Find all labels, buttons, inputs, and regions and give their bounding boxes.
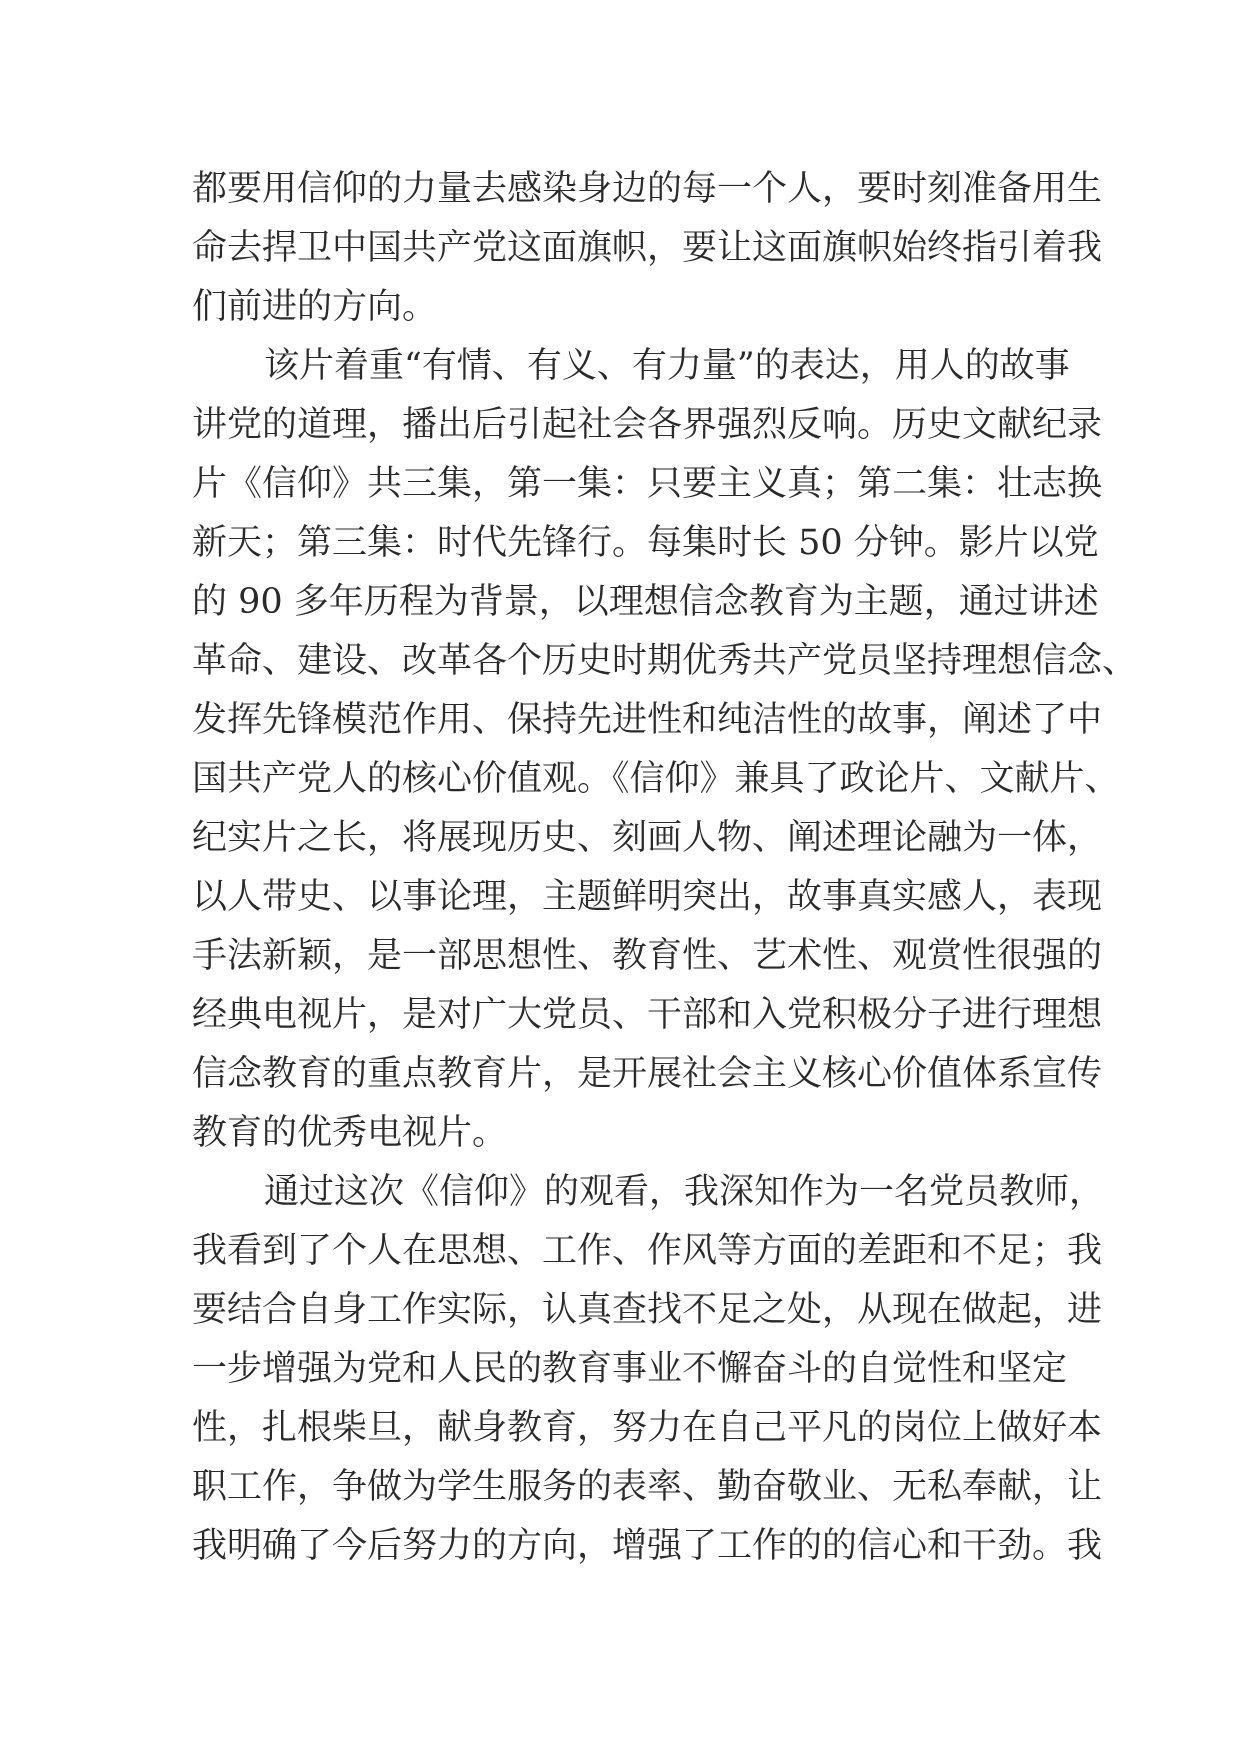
text-line: 的 90 多年历程为背景，以理想信念教育为主题，通过讲述 (192, 582, 1099, 622)
text-line: 都要用信仰的力量去感染身边的每一个人，要时刻准备用生 (192, 169, 1103, 209)
text-line: 们前进的方向。 (192, 287, 438, 327)
text-line: 讲党的道理，播出后引起社会各界强烈反响。历史文献纪录 (192, 405, 1103, 445)
text-line: 发挥先锋模范作用、保持先进性和纯洁性的故事，阐述了中 (192, 700, 1103, 740)
text-line: 纪实片之长，将展现历史、刻画人物、阐述理论融为一体， (192, 818, 1103, 858)
text-line: 新天；第三集：时代先锋行。每集时长 50 分钟。影片以党 (192, 523, 1099, 563)
text-line: 经典电视片，是对广大党员、干部和入党积极分子进行理想 (192, 995, 1103, 1035)
text-line: 手法新颖，是一部思想性、教育性、艺术性、观赏性很强的 (192, 936, 1103, 976)
text-line: 该片着重“有情、有义、有力量”的表达，用人的故事 (264, 346, 1070, 386)
text-line: 我看到了个人在思想、工作、作风等方面的差距和不足；我 (192, 1231, 1103, 1271)
text-line: 革命、建设、改革各个历史时期优秀共产党员坚持理想信念、 (192, 641, 1138, 681)
text-line: 一步增强为党和人民的教育事业不懈奋斗的自觉性和坚定 (192, 1349, 1068, 1389)
body-text (192, 160, 1138, 1576)
text-line: 职工作，争做为学生服务的表率、勤奋敬业、无私奉献，让 (192, 1467, 1103, 1507)
text-line: 通过这次《信仰》的观看，我深知作为一名党员教师， (264, 1172, 1105, 1212)
text-line: 以人带史、以事论理，主题鲜明突出，故事真实感人，表现 (192, 877, 1103, 917)
text-line: 性，扎根柴旦，献身教育，努力在自己平凡的岗位上做好本 (192, 1408, 1103, 1448)
text-line: 教育的优秀电视片。 (192, 1113, 508, 1153)
text-line: 要结合自身工作实际，认真查找不足之处，从现在做起，进 (192, 1290, 1103, 1330)
text-line: 片《信仰》共三集，第一集：只要主义真；第二集：壮志换 (192, 464, 1103, 504)
text-line: 信念教育的重点教育片，是开展社会主义核心价值体系宣传 (192, 1054, 1103, 1094)
text-line: 国共产党人的核心价值观。《信仰》兼具了政论片、文献片、 (192, 759, 1120, 799)
text-line: 我明确了今后努力的方向，增强了工作的的信心和干劲。我 (192, 1526, 1103, 1566)
text-line: 命去捍卫中国共产党这面旗帜，要让这面旗帜始终指引着我 (192, 228, 1103, 268)
